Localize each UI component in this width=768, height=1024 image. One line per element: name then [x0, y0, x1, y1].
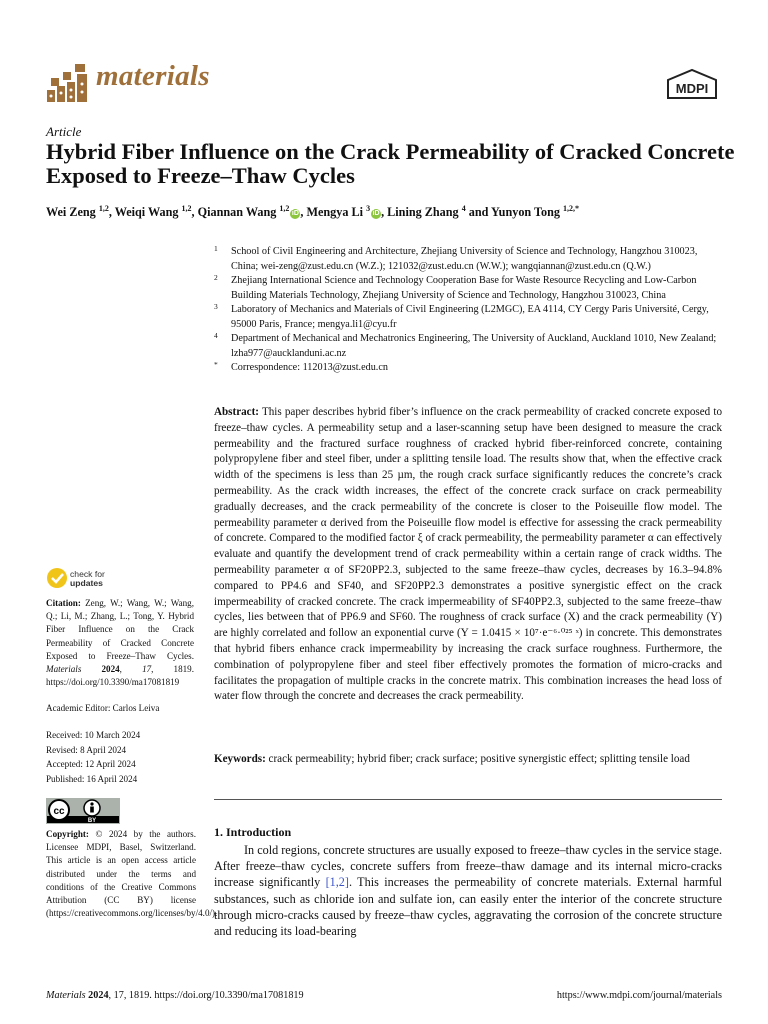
affiliation-text: Zhejiang International Science and Technology Cooperation Base for Waste Resource Recycling and Low-Carbon Building Materials Technology, Zhejiang University of Science and Technology, Hangzhou 310023, China — [231, 275, 697, 301]
orcid-icon[interactable]: iD — [291, 210, 299, 218]
check-updates-icon — [46, 567, 68, 589]
author-name: Weiqi Wang — [114, 205, 179, 220]
author-separator: , — [300, 205, 307, 220]
author-separator: , — [381, 205, 388, 220]
author-separator: , — [191, 205, 198, 220]
affiliation-text: School of Civil Engineering and Architecture, Zhejiang University of Science and Technology, Hangzhou 310023, China; wei-zeng@zust.edu.cn (W.Z.); 121032@zust.edu.cn (W.W.); wangqiannan@zust.edu.cn (Q.W.) — [231, 246, 698, 272]
academic-editor: Academic Editor: Carlos Leiva — [46, 703, 160, 713]
affiliation-number: 4 — [214, 331, 218, 340]
journal-logo — [45, 60, 91, 104]
journal-name: materials — [96, 60, 210, 92]
publisher-name: MDPI — [675, 80, 709, 96]
citation-journal: Materials — [46, 664, 82, 675]
keywords-label: Keywords: — [214, 753, 266, 765]
affiliation-item — [214, 303, 724, 332]
citation-link[interactable]: [1,2] — [325, 875, 349, 890]
check-for-updates-button[interactable] — [46, 567, 136, 593]
footer-journal: Materials — [46, 990, 86, 1001]
citation-rest[interactable]: , 1819. https://doi.org/10.3390/ma17081819 — [46, 664, 194, 688]
cc-by-license-badge[interactable] — [46, 798, 120, 824]
affiliation-text: Laboratory of Mechanics and Materials of Civil Engineering (L2MGC), EA 4114, CY Cergy Paris Université, Cergy, 95000 Paris, France; mengya.li1@cyu.fr — [231, 304, 709, 330]
date-received: Received: 10 March 2024 — [46, 730, 141, 740]
check-updates-line2: updates — [70, 578, 103, 588]
date-published: Published: 16 April 2024 — [46, 773, 138, 784]
affiliation-text: Department of Mechanical and Mechatronics Engineering, The University of Auckland, Auckland 1010, New Zealand; lzha977@aucklanduni.ac.nz — [231, 333, 717, 359]
affiliations — [214, 245, 724, 376]
abstract-text: This paper describes hybrid fiber’s influence on the crack permeability of cracked concrete exposed to freeze–thaw cycles. A permeability setup and a laser-scanning setup have been designed to measure the crack permeability and the fractured surface roughness of cracked hybrid fiber-reinforced concrete, containing polypropylene fiber and steel fiber, under a splitting tensile load. The results show that, when the effective crack width of the specimens is less than 25 µm, the rough crack surface significantly reduces the concrete’s crack permeability. As the crack width increases, the effect of the concrete crack surface on crack permeability gradually decreases, and the crack permeability of the concrete is closer to the Poiseuille flow model. The permeability parameter α derived from the Poiseuille flow model is effective for assessing the crack permeability of concrete. Compared to the modified factor ξ of crack permeability, the permeability parameter α can effectively evaluate and quantify the development trend of crack permeability within a certain range of crack widths. The permeability parameter α of SF20PP2.3, subjected to the same freeze–thaw cycles, decreases by 16.3–94.8% compared to PP4.6 and SF40, and SF20PP2.3 demonstrates a positive synergistic effect on the crack impermeability of cracked concrete. The crack impermeability of SF40PP2.3, subjected to the same freeze–thaw cycles, lies between that of PP6.9 and SF60. The roughness of crack surface (X) and the crack permeability (Y) are highly correlated and follow an exponential curve (Y = 1.0415 × 10⁷·e⁻⁶·⁰²⁵ ˣ) in concrete. This demonstrates that hybrid fibers enhance crack impermeability by increasing the crack surface roughness. Furthermore, the combination of polypropylene fiber and steel fiber effectively promotes the formation of micro-cracks and facilitates the propagation of multiple cracks in the concrete matrix. This combination increases the head loss of water flow through the concrete and decreases the crack permeability. — [214, 406, 723, 703]
affiliation-item — [214, 245, 724, 274]
date-accepted: Accepted: 12 April 2024 — [46, 759, 136, 770]
copyright-text: © 2024 by the authors. Licensee MDPI, Basel, Switzerland. This article is an open access article distributed under the terms and conditions of the Creative Commons Attribution (CC BY) license (https://creativecommons.org/licenses/by/4.0/). — [46, 829, 218, 919]
citation-label: Citation: — [46, 598, 81, 608]
article-type: Article — [46, 124, 82, 139]
author-affiliation-mark: 3 — [366, 204, 371, 213]
affiliation-text: Correspondence: 112013@zust.edu.cn — [231, 362, 388, 373]
affiliation-item — [214, 332, 724, 361]
footer-year: 2024 — [88, 990, 109, 1001]
citation-volume: 17 — [142, 664, 152, 675]
affiliation-item — [214, 274, 724, 303]
affiliation-item — [214, 361, 724, 376]
intro-paragraph — [214, 842, 722, 939]
orcid-icon[interactable]: iD — [372, 210, 380, 218]
citation-text: Zeng, W.; Wang, W.; Wang, Q.; Li, M.; Zhang, L.; Tong, Y. Hybrid Fiber Influence on the Crack Permeability of Cracked Concrete Exposed to Freeze–Thaw Cycles. — [46, 598, 194, 661]
svg-text:cc: cc — [53, 806, 65, 817]
intro-text-after: . This increases the permeability of concrete materials. External harmful substances, such as chloride ion and sulfate ion, can easily enter the interior of the concrete structure through micro-cracks caused by freeze–thaw cycles, aggravating the corrosion of the concrete structure and reducing its load-bearing — [214, 875, 722, 939]
publisher-logo — [664, 68, 720, 104]
intro-heading: 1. Introduction — [214, 825, 292, 839]
cc-badge-label: BY — [87, 818, 97, 824]
check-updates-line1: check for — [70, 569, 105, 579]
author-affiliation-mark: 4 — [461, 204, 466, 213]
publication-dates — [46, 728, 140, 786]
author-name: Wei Zeng — [46, 205, 96, 220]
author-name: Qiannan Wang — [197, 205, 277, 220]
citation-block: Citation: Zeng, W.; Wang, W.; Wang, Q.; Li, M.; Zhang, L.; Tong, Y. Hybrid Fiber Influence on the Crack Permeability of Cracked Concrete Exposed to Freeze–Thaw Cycles. Materials 2024, 17, 1819. https://doi.org/10.3390/ma17081819 — [46, 598, 194, 688]
footer-journal-url[interactable]: https://www.mdpi.com/journal/materials — [556, 990, 722, 1001]
citation-year: 2024 — [101, 664, 120, 675]
keywords — [214, 752, 722, 768]
affiliation-number: * — [214, 360, 218, 369]
article-title: Hybrid Fiber Influence on the Crack Permeability of Cracked Concrete Exposed to Freeze–Thaw Cycles — [46, 139, 735, 188]
copyright-label: Copyright: — [46, 829, 89, 839]
author-affiliation-mark: 1,2 — [98, 204, 109, 213]
section-divider — [214, 799, 722, 800]
author-name: Yunyon Tong — [490, 205, 560, 220]
date-revised: Revised: 8 April 2024 — [46, 744, 127, 755]
author-name: Mengya Li — [306, 205, 364, 220]
footer-citation — [46, 990, 304, 1001]
abstract — [214, 405, 722, 705]
author-affiliation-mark: 1,2 — [181, 204, 192, 213]
affiliation-number: 1 — [214, 244, 218, 253]
author-name: Lining Zhang — [387, 205, 459, 220]
copyright-notice — [46, 828, 218, 920]
abstract-label: Abstract: — [214, 406, 259, 418]
author-list — [46, 204, 746, 220]
author-affiliation-mark: 1,2,* — [563, 204, 580, 213]
affiliation-number: 2 — [214, 273, 218, 282]
author-separator: , — [108, 205, 115, 220]
intro-text-before: In cold regions, concrete structures are usually exposed to freeze–thaw cycles in the service stage. After freeze–thaw cycles, concrete suffers from freeze–thaw damage and its internal micro-cracks increase significantly — [214, 843, 722, 890]
footer-doi[interactable]: , 17, 1819. https://doi.org/10.3390/ma17081819 — [108, 990, 304, 1001]
author-affiliation-mark: 1,2 — [279, 204, 290, 213]
affiliation-number: 3 — [214, 302, 218, 311]
author-separator: and — [465, 205, 491, 220]
keywords-text: crack permeability; hybrid fiber; crack surface; positive synergistic effect; splitting tensile load — [268, 753, 690, 765]
